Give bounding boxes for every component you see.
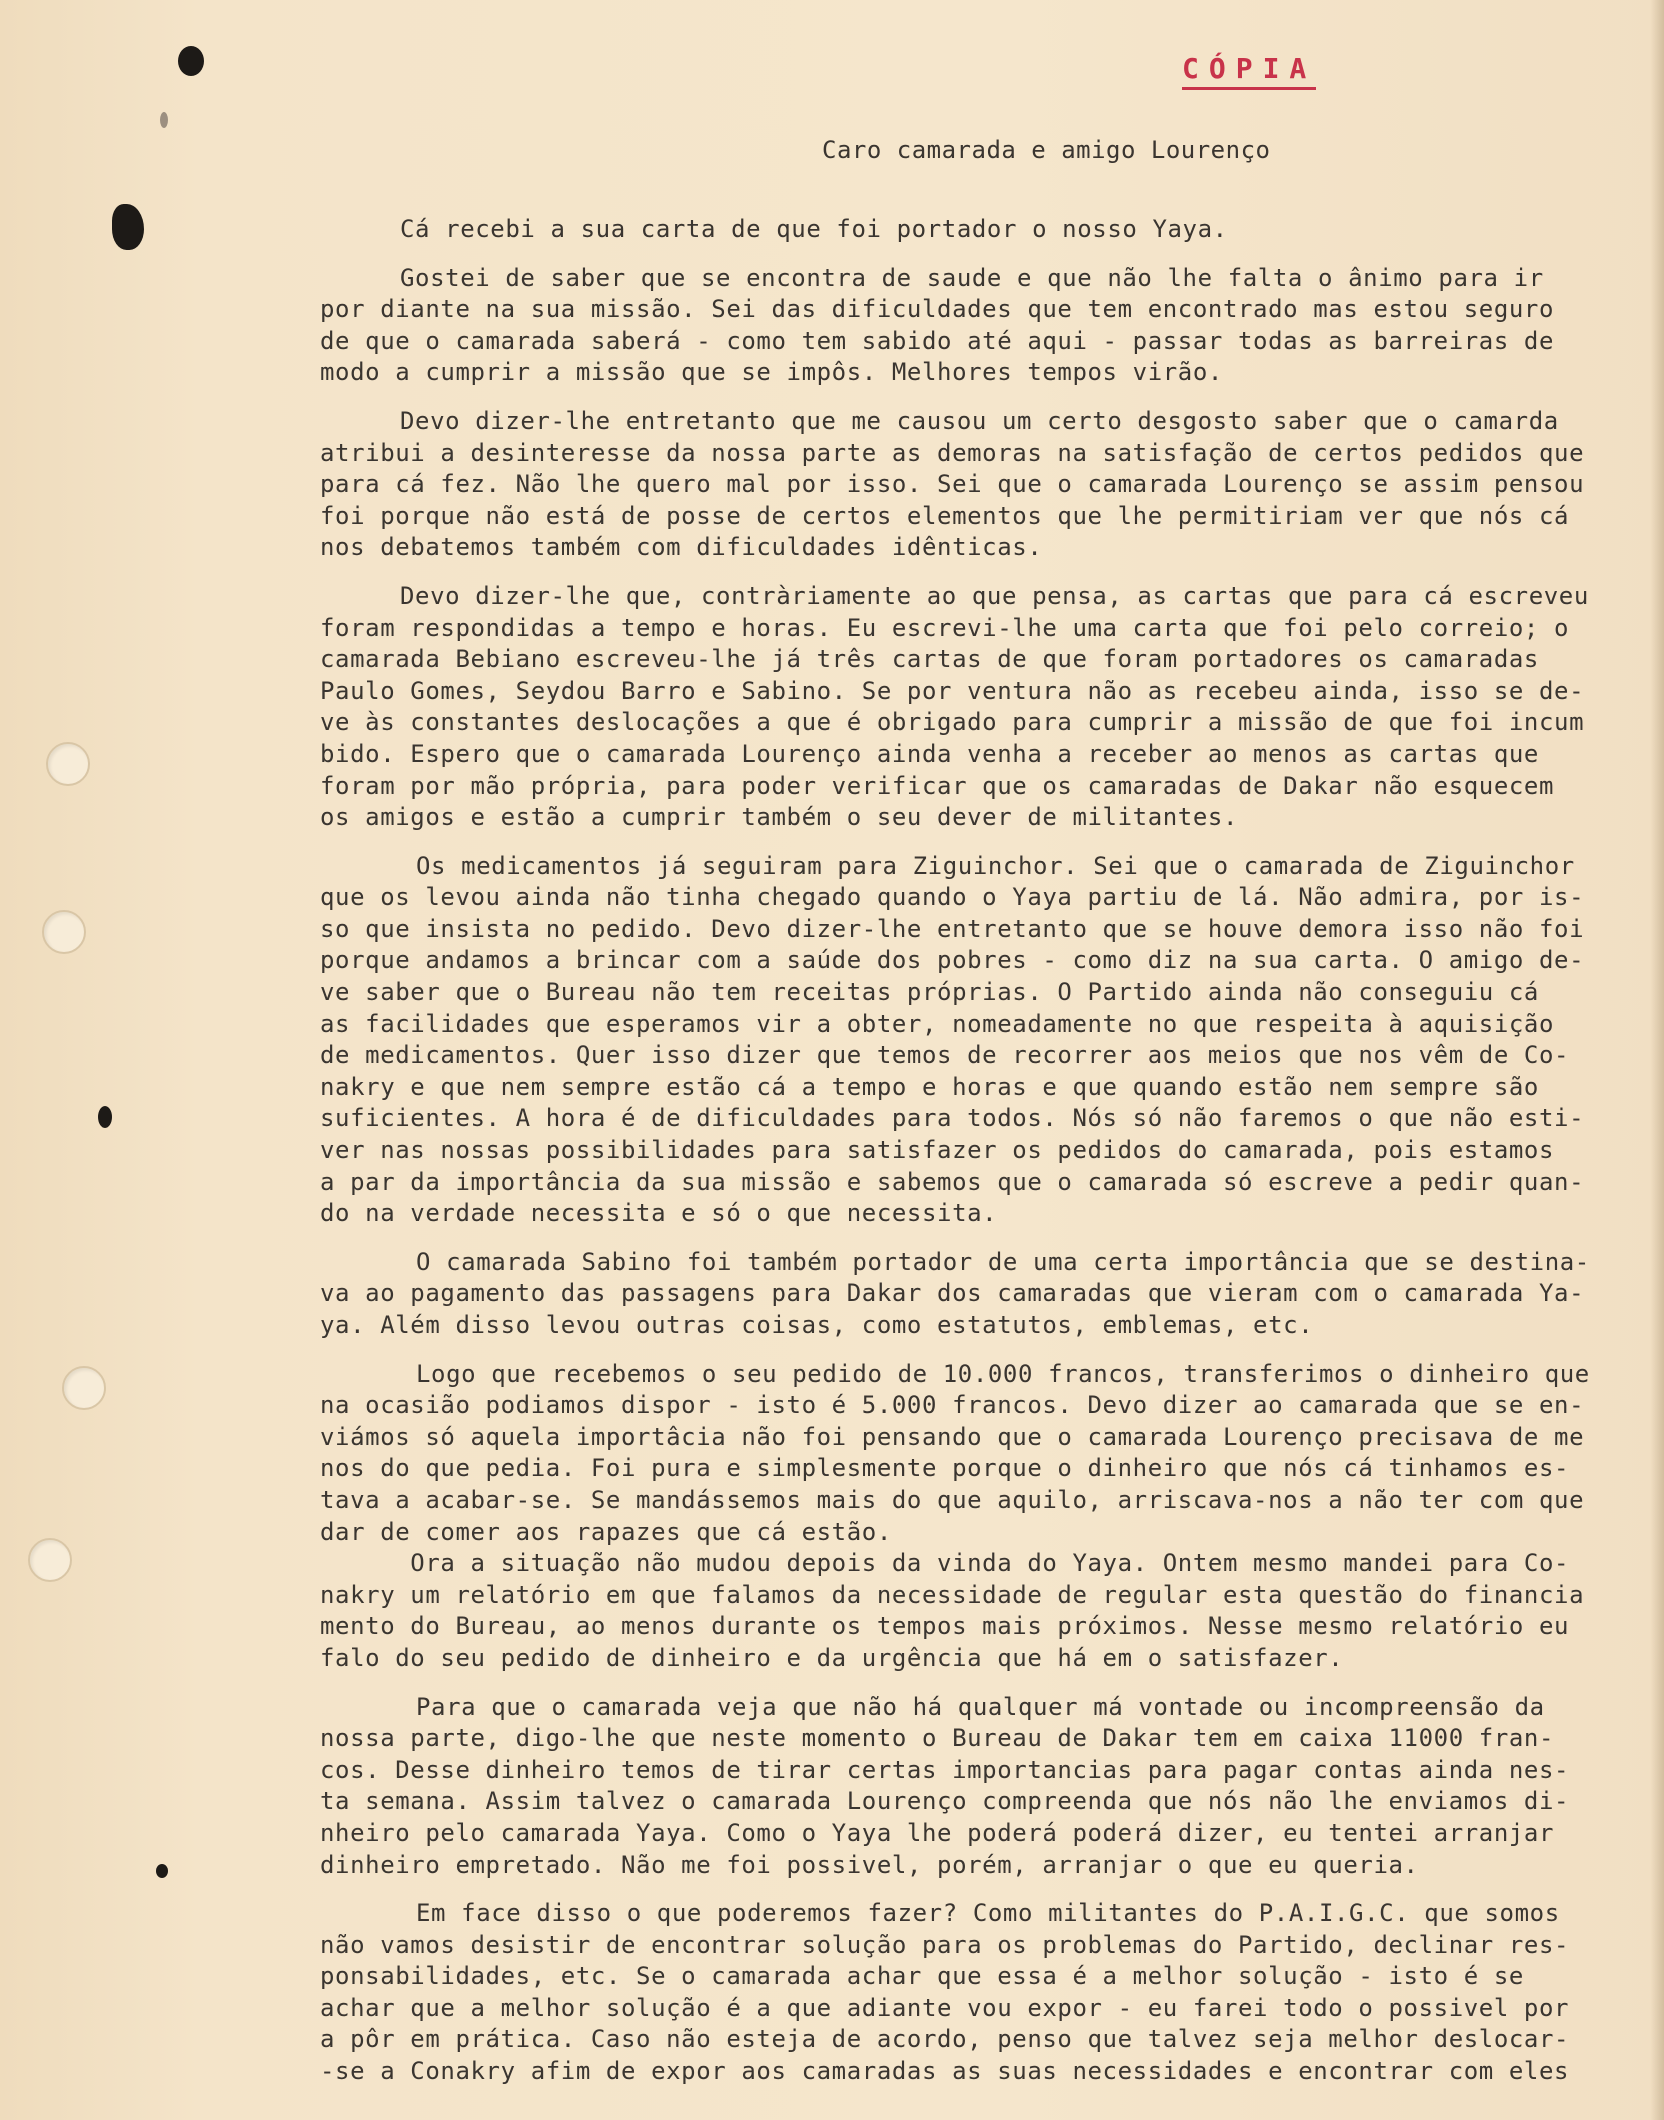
- text-line: dinheiro empretado. Não me foi possivel, porém, arranjar o que eu queria.: [320, 1850, 1419, 1879]
- text-line: Cá recebi a sua carta de que foi portador o nosso Yaya.: [400, 215, 1228, 243]
- text-line: achar que a melhor solução é a que adiante vou expor - eu farei todo o possivel por: [320, 1993, 1570, 2022]
- salutation: Caro camarada e amigo Lourenço: [822, 136, 1271, 164]
- text-line: falo do seu pedido de dinheiro e da urgência que há em o satisfazer.: [320, 1643, 1344, 1672]
- text-line: porque andamos a brincar com a saúde dos pobres - como diz na sua carta. O amigo de-: [320, 946, 1585, 975]
- letter-paragraph: [320, 406, 1642, 564]
- letter-body: [320, 214, 1642, 2105]
- text-line: O camarada Sabino foi também portador de uma certa importância que se destina-: [416, 1247, 1590, 1276]
- punch-hole: [46, 742, 90, 786]
- text-line: Os medicamentos já seguiram para Ziguinchor. Sei que o camarada de Ziguinchor: [416, 851, 1575, 880]
- ink-spot: [98, 1106, 112, 1128]
- text-line: nos debatemos também com dificuldades idênticas.: [320, 533, 1043, 562]
- letter-paragraph: [320, 1692, 1642, 1882]
- text-line: Logo que recebemos o seu pedido de 10.000 francos, transferimos o dinheiro que: [416, 1359, 1590, 1388]
- text-line: Gostei de saber que se encontra de saude e que não lhe falta o ânimo para ir: [400, 263, 1544, 292]
- text-line: ta semana. Assim talvez o camarada Lourenço compreenda que nós não lhe enviamos di-: [320, 1787, 1570, 1816]
- text-line: suficientes. A hora é de dificuldades para todos. Nós só não faremos o que não esti-: [320, 1104, 1585, 1133]
- text-line: do na verdade necessita e só o que necessita.: [320, 1199, 998, 1228]
- punch-hole: [28, 1538, 72, 1582]
- text-line: foi porque não está de posse de certos elementos que lhe permitiriam ver que nós cá: [320, 501, 1570, 530]
- text-line: que os levou ainda não tinha chegado quando o Yaya partiu de lá. Não admira, por is-: [320, 883, 1585, 912]
- text-line: não vamos desistir de encontrar solução para os problemas do Partido, declinar res-: [320, 1930, 1570, 1959]
- text-line: modo a cumprir a missão que se impôs. Melhores tempos virão.: [320, 358, 1223, 387]
- text-line: atribui a desinteresse da nossa parte as demoras na satisfação de certos pedidos que: [320, 438, 1585, 467]
- text-line: so que insista no pedido. Devo dizer-lhe entretanto que se houve demora isso não foi: [320, 914, 1585, 943]
- copy-stamp: CÓPIA: [1182, 52, 1316, 90]
- text-line: Ora a situação não mudou depois da vinda do Yaya. Ontem mesmo mandei para Co-: [320, 1549, 1570, 1578]
- text-line: dar de comer aos rapazes que cá estão.: [320, 1517, 892, 1546]
- text-line: bido. Espero que o camarada Lourenço ainda venha a receber ao menos as cartas que: [320, 739, 1539, 768]
- page-edge-shadow: [1650, 0, 1664, 2120]
- text-line: ve às constantes deslocações a que é obrigado para cumprir a missão de que foi incum: [320, 708, 1585, 737]
- letter-paragraph: [320, 581, 1642, 834]
- text-line: nossa parte, digo-lhe que neste momento o Bureau de Dakar tem em caixa 11000 fran-: [320, 1724, 1555, 1753]
- text-line: viámos só aquela importâcia não foi pensando que o camarada Lourenço precisava de me: [320, 1422, 1585, 1451]
- letter-paragraph: [320, 214, 1642, 246]
- text-line: nakry e que nem sempre estão cá a tempo e horas e que quando estão nem sempre são: [320, 1072, 1539, 1101]
- text-line: por diante na sua missão. Sei das dificuldades que tem encontrado mas estou seguro: [320, 295, 1555, 324]
- text-line: ponsabilidades, etc. Se o camarada achar que essa é a melhor solução - isto é se: [320, 1962, 1524, 1991]
- letter-paragraph: [320, 851, 1642, 1230]
- text-line: foram respondidas a tempo e horas. Eu escrevi-lhe uma carta que foi pelo correio; o: [320, 613, 1570, 642]
- text-line: va ao pagamento das passagens para Dakar dos camaradas que vieram com o camarada Ya-: [320, 1279, 1585, 1308]
- text-line: ve saber que o Bureau não tem receitas próprias. O Partido ainda não conseguiu cá: [320, 978, 1539, 1007]
- text-line: ya. Além disso levou outras coisas, como estatutos, emblemas, etc.: [320, 1311, 1314, 1339]
- text-line: Para que o camarada veja que não há qualquer má vontade ou incompreensão da: [416, 1692, 1545, 1721]
- text-line: de que o camarada saberá - como tem sabido até aqui - passar todas as barreiras de: [320, 326, 1555, 355]
- text-line: Devo dizer-lhe entretanto que me causou um certo desgosto saber que o camarda: [400, 406, 1559, 435]
- text-line: tava a acabar-se. Se mandássemos mais do que aquilo, arriscava-nos a não ter com que: [320, 1485, 1585, 1514]
- ink-spot: [112, 204, 144, 250]
- text-line: foram por mão própria, para poder verificar que os camaradas de Dakar não esquecem: [320, 771, 1555, 800]
- punch-hole: [62, 1366, 106, 1410]
- text-line: nos do que pedia. Foi pura e simplesmente porque o dinheiro que nós cá tinhamos es-: [320, 1454, 1570, 1483]
- text-line: -se a Conakry afim de expor aos camaradas as suas necessidades e encontrar com eles: [320, 2057, 1570, 2086]
- text-line: a pôr em prática. Caso não esteja de acordo, penso que talvez seja melhor deslocar-: [320, 2025, 1570, 2054]
- text-line: nheiro pelo camarada Yaya. Como o Yaya lhe poderá poderá dizer, eu tentei arranjar: [320, 1818, 1555, 1847]
- text-line: Devo dizer-lhe que, contràriamente ao que pensa, as cartas que para cá escreveu: [400, 581, 1589, 610]
- letter-paragraph: [320, 1247, 1642, 1342]
- text-line: os amigos e estão a cumprir também o seu dever de militantes.: [320, 803, 1239, 832]
- text-line: ver nas nossas possibilidades para satisfazer os pedidos do camarada, pois estamos: [320, 1136, 1555, 1165]
- text-line: Paulo Gomes, Seydou Barro e Sabino. Se por ventura não as recebeu ainda, isso se de-: [320, 676, 1585, 705]
- punch-hole: [42, 910, 86, 954]
- letter-paragraph: [320, 1898, 1642, 2088]
- text-line: cos. Desse dinheiro temos de tirar certas importancias para pagar contas ainda nes-: [320, 1755, 1570, 1784]
- text-line: de medicamentos. Quer isso dizer que temos de recorrer aos meios que nos vêm de Co-: [320, 1041, 1570, 1070]
- ink-spot: [156, 1864, 168, 1878]
- text-line: a par da importância da sua missão e sabemos que o camarada só escreve a pedir quan-: [320, 1167, 1585, 1196]
- letter-paragraph: [320, 263, 1642, 389]
- letter-paragraph: [320, 1359, 1642, 1675]
- ink-spot: [178, 46, 204, 76]
- text-line: para cá fez. Não lhe quero mal por isso. Sei que o camarada Lourenço se assim pensou: [320, 470, 1585, 499]
- pencil-mark: [160, 112, 168, 128]
- text-line: camarada Bebiano escreveu-lhe já três cartas de que foram portadores os camaradas: [320, 645, 1539, 674]
- text-line: nakry um relatório em que falamos da necessidade de regular esta questão do financia: [320, 1580, 1585, 1609]
- text-line: na ocasião podiamos dispor - isto é 5.000 francos. Devo dizer ao camarada que se en-: [320, 1391, 1585, 1420]
- text-line: Em face disso o que poderemos fazer? Como militantes do P.A.I.G.C. que somos: [416, 1899, 1560, 1928]
- text-line: mento do Bureau, ao menos durante os tempos mais próximos. Nesse mesmo relatório eu: [320, 1612, 1570, 1641]
- text-line: as facilidades que esperamos vir a obter, nomeadamente no que respeita à aquisição: [320, 1009, 1555, 1038]
